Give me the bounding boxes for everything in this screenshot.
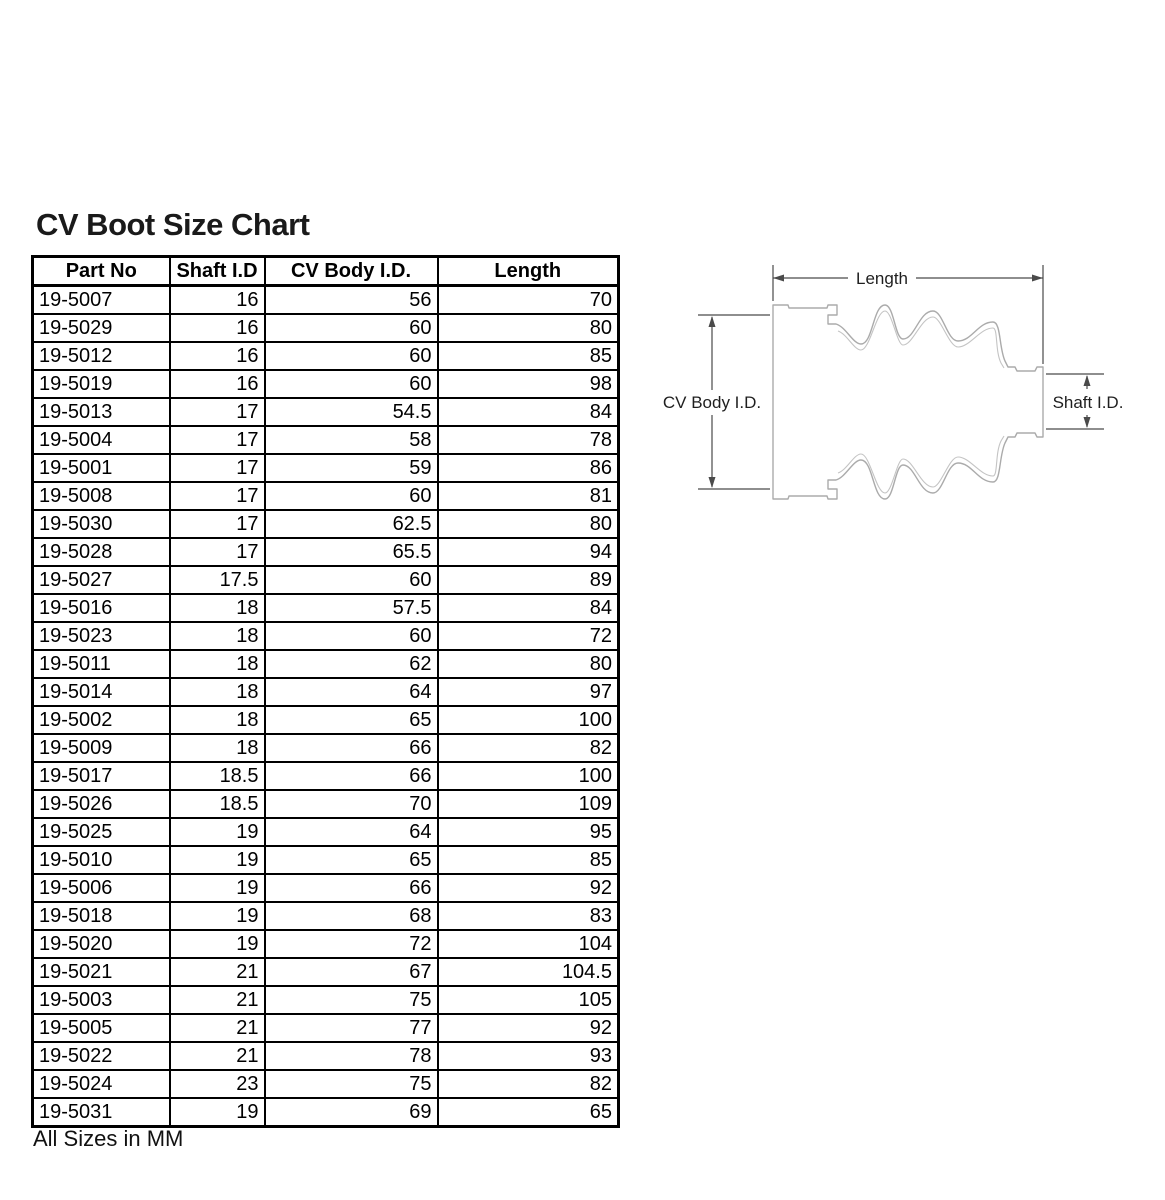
cell-value: 77 [265, 1014, 438, 1042]
cell-part-no: 19-5021 [33, 958, 170, 986]
length-dimension [773, 265, 1043, 364]
table-row [33, 286, 619, 315]
cell-value: 83 [438, 902, 619, 930]
table-row [33, 454, 619, 482]
cell-value: 21 [170, 1014, 265, 1042]
table-row [33, 902, 619, 930]
cell-value: 19 [170, 1098, 265, 1127]
cell-value: 19 [170, 902, 265, 930]
cell-value: 60 [265, 370, 438, 398]
cell-part-no: 19-5027 [33, 566, 170, 594]
cell-value: 16 [170, 314, 265, 342]
table-row [33, 790, 619, 818]
cell-value: 78 [265, 1042, 438, 1070]
cell-value: 92 [438, 874, 619, 902]
column-header-cv-body-i-d: CV Body I.D. [265, 257, 438, 286]
table-row [33, 594, 619, 622]
cell-value: 82 [438, 1070, 619, 1098]
cell-value: 85 [438, 846, 619, 874]
cell-value: 59 [265, 454, 438, 482]
cell-value: 23 [170, 1070, 265, 1098]
cell-part-no: 19-5010 [33, 846, 170, 874]
cell-value: 17 [170, 398, 265, 426]
cell-value: 65 [265, 706, 438, 734]
table-row [33, 398, 619, 426]
cell-value: 104 [438, 930, 619, 958]
table-row [33, 482, 619, 510]
cell-value: 72 [438, 622, 619, 650]
table-row [33, 1042, 619, 1070]
cell-part-no: 19-5020 [33, 930, 170, 958]
cell-value: 109 [438, 790, 619, 818]
cell-value: 60 [265, 482, 438, 510]
cell-value: 65 [265, 846, 438, 874]
cell-value: 70 [438, 286, 619, 315]
cell-value: 80 [438, 314, 619, 342]
cell-value: 60 [265, 314, 438, 342]
cell-part-no: 19-5018 [33, 902, 170, 930]
cell-value: 66 [265, 874, 438, 902]
cell-value: 18 [170, 622, 265, 650]
shaft-id-label: Shaft I.D. [1052, 393, 1124, 412]
cell-part-no: 19-5022 [33, 1042, 170, 1070]
cell-value: 18.5 [170, 790, 265, 818]
cell-value: 18 [170, 650, 265, 678]
cell-part-no: 19-5017 [33, 762, 170, 790]
cell-part-no: 19-5003 [33, 986, 170, 1014]
table-header-row [33, 257, 619, 286]
table-row [33, 706, 619, 734]
cell-value: 19 [170, 818, 265, 846]
cell-value: 98 [438, 370, 619, 398]
cv-boot-drawing [648, 252, 1148, 522]
cell-value: 75 [265, 1070, 438, 1098]
cell-value: 95 [438, 818, 619, 846]
cell-part-no: 19-5030 [33, 510, 170, 538]
table-row [33, 314, 619, 342]
table-row [33, 538, 619, 566]
cell-value: 17.5 [170, 566, 265, 594]
table-row [33, 622, 619, 650]
cell-part-no: 19-5007 [33, 286, 170, 315]
cell-value: 100 [438, 762, 619, 790]
cell-value: 16 [170, 370, 265, 398]
cell-value: 82 [438, 734, 619, 762]
cell-value: 97 [438, 678, 619, 706]
cell-value: 81 [438, 482, 619, 510]
cell-part-no: 19-5031 [33, 1098, 170, 1127]
cell-part-no: 19-5014 [33, 678, 170, 706]
cell-value: 18 [170, 678, 265, 706]
cell-part-no: 19-5004 [33, 426, 170, 454]
cell-value: 68 [265, 902, 438, 930]
cell-part-no: 19-5013 [33, 398, 170, 426]
table-row [33, 986, 619, 1014]
cell-value: 84 [438, 398, 619, 426]
cell-value: 21 [170, 1042, 265, 1070]
cell-value: 66 [265, 734, 438, 762]
cell-value: 21 [170, 986, 265, 1014]
cell-value: 60 [265, 342, 438, 370]
cv-body-id-label: CV Body I.D. [662, 393, 762, 412]
table-row [33, 678, 619, 706]
table-row [33, 1070, 619, 1098]
cell-value: 62 [265, 650, 438, 678]
cell-part-no: 19-5026 [33, 790, 170, 818]
cell-value: 84 [438, 594, 619, 622]
column-header-length: Length [438, 257, 619, 286]
page-title: CV Boot Size Chart [36, 207, 310, 242]
table-row [33, 1014, 619, 1042]
table-row [33, 650, 619, 678]
cell-value: 80 [438, 510, 619, 538]
column-header-part-no: Part No [33, 257, 170, 286]
cell-value: 18 [170, 594, 265, 622]
cv-body-id-dimension [663, 315, 770, 489]
cell-part-no: 19-5024 [33, 1070, 170, 1098]
table-row [33, 958, 619, 986]
table-row [33, 342, 619, 370]
cell-value: 92 [438, 1014, 619, 1042]
cell-value: 18 [170, 734, 265, 762]
cell-value: 17 [170, 454, 265, 482]
shaft-id-dimension [1046, 374, 1123, 429]
table-row [33, 846, 619, 874]
cell-part-no: 19-5002 [33, 706, 170, 734]
table-row [33, 370, 619, 398]
cell-part-no: 19-5009 [33, 734, 170, 762]
cell-value: 64 [265, 678, 438, 706]
cell-value: 56 [265, 286, 438, 315]
table-row [33, 930, 619, 958]
cell-value: 65 [438, 1098, 619, 1127]
cell-part-no: 19-5008 [33, 482, 170, 510]
cell-value: 62.5 [265, 510, 438, 538]
cell-part-no: 19-5025 [33, 818, 170, 846]
cell-value: 58 [265, 426, 438, 454]
cell-value: 19 [170, 846, 265, 874]
cell-value: 104.5 [438, 958, 619, 986]
cell-value: 78 [438, 426, 619, 454]
size-table [31, 255, 620, 1128]
table-row [33, 762, 619, 790]
cell-value: 89 [438, 566, 619, 594]
cell-value: 17 [170, 510, 265, 538]
cell-part-no: 19-5023 [33, 622, 170, 650]
cell-value: 16 [170, 286, 265, 315]
cell-value: 75 [265, 986, 438, 1014]
cell-value: 60 [265, 622, 438, 650]
table-row [33, 510, 619, 538]
cell-part-no: 19-5016 [33, 594, 170, 622]
cell-part-no: 19-5011 [33, 650, 170, 678]
cell-value: 70 [265, 790, 438, 818]
cell-value: 21 [170, 958, 265, 986]
cell-part-no: 19-5012 [33, 342, 170, 370]
cell-value: 80 [438, 650, 619, 678]
cell-value: 17 [170, 538, 265, 566]
table-row [33, 1098, 619, 1127]
cell-value: 105 [438, 986, 619, 1014]
length-label: Length [856, 269, 908, 288]
cell-value: 64 [265, 818, 438, 846]
boot-outline-icon [773, 305, 1043, 499]
cell-value: 60 [265, 566, 438, 594]
cell-value: 69 [265, 1098, 438, 1127]
size-table-body [33, 286, 619, 1127]
cell-value: 100 [438, 706, 619, 734]
cell-value: 72 [265, 930, 438, 958]
footer-note: All Sizes in MM [33, 1126, 184, 1151]
cell-value: 16 [170, 342, 265, 370]
cell-value: 86 [438, 454, 619, 482]
cell-part-no: 19-5028 [33, 538, 170, 566]
cell-value: 18 [170, 706, 265, 734]
cell-part-no: 19-5029 [33, 314, 170, 342]
cell-part-no: 19-5006 [33, 874, 170, 902]
cell-value: 19 [170, 874, 265, 902]
cell-value: 94 [438, 538, 619, 566]
cell-value: 54.5 [265, 398, 438, 426]
cell-value: 19 [170, 930, 265, 958]
cell-part-no: 19-5001 [33, 454, 170, 482]
cell-part-no: 19-5019 [33, 370, 170, 398]
cell-value: 65.5 [265, 538, 438, 566]
cell-value: 17 [170, 426, 265, 454]
cell-part-no: 19-5005 [33, 1014, 170, 1042]
table-row [33, 426, 619, 454]
column-header-shaft-i-d: Shaft I.D [170, 257, 265, 286]
cell-value: 17 [170, 482, 265, 510]
cv-boot-diagram [648, 252, 1148, 522]
cell-value: 85 [438, 342, 619, 370]
cell-value: 93 [438, 1042, 619, 1070]
cell-value: 67 [265, 958, 438, 986]
cell-value: 66 [265, 762, 438, 790]
table-row [33, 734, 619, 762]
table-row [33, 874, 619, 902]
table-row [33, 566, 619, 594]
cell-value: 18.5 [170, 762, 265, 790]
cell-value: 57.5 [265, 594, 438, 622]
table-row [33, 818, 619, 846]
